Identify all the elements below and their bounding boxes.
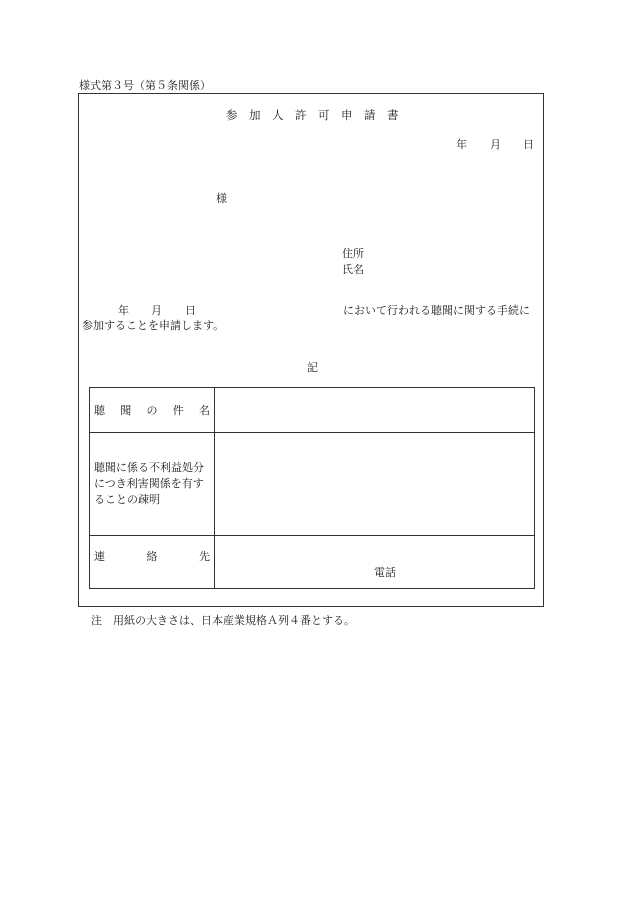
body-day: 日 [185, 304, 196, 317]
label-char: 聴 [94, 404, 105, 417]
table-row [90, 388, 535, 433]
form-number: 様式第３号（第５条関係） [79, 79, 211, 92]
applicant-address-label: 住所 [342, 247, 364, 260]
date-day-label: 日 [523, 138, 534, 151]
body-year: 年 [118, 304, 129, 317]
label-char: 聞 [120, 404, 132, 417]
interest-proof-label-cell [90, 433, 215, 536]
form-title: 参 加 人 許 可 申 請 書 [226, 108, 399, 122]
contact-field[interactable] [215, 536, 535, 589]
applicant-name-label: 氏名 [342, 263, 364, 276]
body-line2: 参加することを申請します。 [82, 319, 225, 332]
ki-label: 記 [307, 361, 318, 374]
body-month: 月 [151, 304, 162, 317]
body-line1-tail: において行われる聴聞に関する手続に [343, 304, 530, 317]
label-char: 件 [172, 404, 184, 417]
label-char: 先 [199, 550, 210, 563]
hearing-subject-label-cell [90, 388, 215, 433]
addressee-suffix: 様 [216, 192, 227, 205]
table-row [90, 433, 535, 536]
date-month-label: 月 [490, 138, 501, 151]
date-year-label: 年 [456, 138, 467, 151]
label-char: の [146, 404, 158, 417]
table-row [90, 536, 535, 589]
details-table [89, 387, 535, 589]
contact-label-cell [90, 536, 215, 589]
phone-label: 電話 [374, 566, 396, 579]
label-char: 連 [94, 550, 105, 563]
paper-size-note: 注 用紙の大きさは、日本産業規格Ａ列４番とする。 [91, 614, 355, 627]
interest-proof-field[interactable] [215, 433, 535, 536]
hearing-subject-field[interactable] [215, 388, 535, 433]
interest-proof-label: 聴聞に係る不利益処分につき利害関係を有することの疎明 [94, 461, 204, 506]
label-char: 絡 [146, 550, 158, 563]
label-char: 名 [199, 404, 210, 417]
